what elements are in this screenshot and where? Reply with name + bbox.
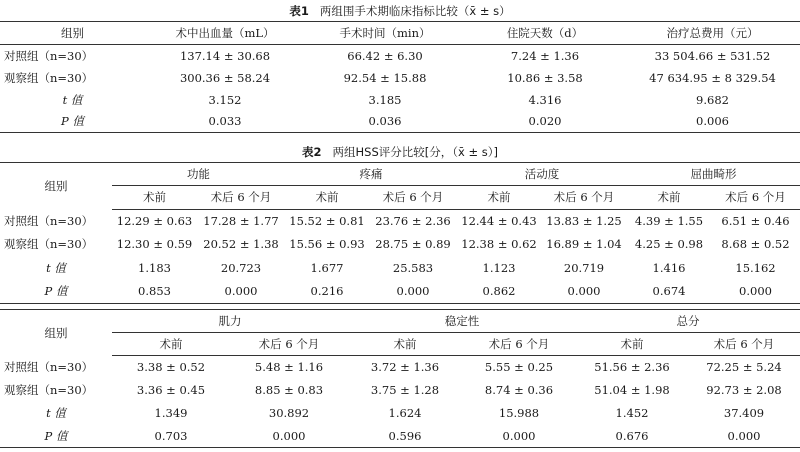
table3-subheader: 术前 [112, 333, 230, 356]
table-cell: 3.72 ± 1.36 [370, 360, 440, 375]
table2-group-header: 组别 [44, 179, 68, 193]
table3-subheader: 术后 6 个月 [688, 333, 800, 356]
table-cell: 0.000 [462, 425, 576, 448]
table-cell: 51.04 ± 1.98 [594, 383, 670, 397]
table-cell: 4.39 ± 1.55 [634, 214, 704, 228]
table-cell: 1.677 [310, 260, 344, 275]
table-cell: 0.853 [112, 280, 197, 304]
table-cell: 20.719 [563, 260, 605, 275]
table2-continued [0, 309, 800, 448]
table-cell: 0.000 [688, 425, 800, 448]
table-cell: 28.75 ± 0.89 [375, 237, 451, 252]
table1-caption-text: 两组围手术期临床指标比较（x̄ ± s） [319, 4, 511, 18]
table-cell: 5.55 ± 0.25 [484, 360, 554, 375]
table1-header: 住院天数（d） [465, 22, 625, 45]
table-row [0, 425, 800, 448]
table-cell: 10.86 ± 3.58 [507, 70, 583, 85]
table-cell: 66.42 ± 6.30 [347, 48, 423, 63]
table1-header: 手术时间（min） [305, 22, 465, 45]
table-row [0, 379, 800, 402]
table-cell: 0.020 [465, 111, 625, 133]
table2-group: 屈曲畸形 [627, 163, 800, 186]
row-label: 观察组（n=30） [4, 70, 94, 85]
table-cell: 17.28 ± 1.77 [203, 214, 279, 228]
table3-group-row [0, 310, 800, 333]
row-label: P 值 [0, 425, 112, 448]
table-cell: 1.183 [138, 260, 171, 275]
table-cell: 3.36 ± 0.45 [136, 383, 206, 397]
table-cell: 0.000 [369, 280, 457, 304]
table1-header: 组别 [0, 22, 145, 45]
table3-group: 稳定性 [348, 310, 576, 333]
row-label: 观察组（n=30） [4, 237, 94, 252]
table-row [0, 233, 800, 257]
table-cell: 0.703 [112, 425, 230, 448]
table3-subheader: 术前 [348, 333, 462, 356]
table-cell: 7.24 ± 1.36 [510, 48, 580, 63]
table-row [0, 45, 800, 67]
table-row [0, 256, 800, 280]
table2-subheader: 术后 6 个月 [541, 186, 627, 210]
row-label: 对照组（n=30） [4, 360, 94, 374]
table-row [0, 89, 800, 111]
table2-group: 疼痛 [285, 163, 457, 186]
row-label: 对照组（n=30） [4, 213, 94, 228]
table-cell: 23.76 ± 2.36 [375, 214, 451, 228]
table-cell: 9.682 [696, 92, 729, 107]
table-cell: 47 634.95 ± 8 329.54 [649, 70, 776, 85]
table-cell: 30.892 [268, 406, 310, 420]
table-row [0, 111, 800, 133]
table-cell: 0.006 [625, 111, 800, 133]
row-label: P 值 [0, 111, 145, 133]
table3-group: 总分 [576, 310, 800, 333]
table-cell: 20.52 ± 1.38 [203, 237, 279, 252]
table2-caption-number: 表2 [302, 145, 322, 159]
table-cell: 0.000 [230, 425, 348, 448]
table-cell: 3.75 ± 1.28 [370, 383, 440, 397]
table-cell: 15.52 ± 0.81 [289, 214, 365, 228]
table-cell: 12.44 ± 0.43 [461, 214, 537, 228]
table2-subheader: 术后 6 个月 [369, 186, 457, 210]
table3-subheader: 术前 [576, 333, 688, 356]
table3-group: 肌力 [112, 310, 348, 333]
table-row [0, 67, 800, 89]
table-cell: 8.68 ± 0.52 [721, 237, 790, 252]
table-cell: 1.349 [154, 406, 188, 420]
table1-header: 治疗总费用（元） [625, 22, 800, 45]
table1-caption-number: 表1 [289, 4, 309, 18]
table-row [0, 280, 800, 304]
row-label: 对照组（n=30） [4, 48, 94, 63]
table-cell: 0.000 [711, 280, 800, 304]
table-cell: 1.452 [615, 406, 649, 420]
table-cell: 137.14 ± 30.68 [179, 48, 271, 63]
row-label: P 值 [0, 280, 112, 304]
table3-subheader-row [0, 333, 800, 356]
table2-subheader: 术后 6 个月 [197, 186, 285, 210]
table2-caption-text: 两组HSS评分比较[分，（x̄ ± s）] [332, 145, 498, 159]
table-cell: 3.185 [368, 92, 402, 107]
table-cell: 6.51 ± 0.46 [721, 214, 790, 228]
table1 [0, 21, 800, 133]
table-cell: 1.624 [388, 406, 422, 420]
table-cell: 0.216 [285, 280, 369, 304]
table-cell: 0.000 [197, 280, 285, 304]
table-cell: 13.83 ± 1.25 [546, 214, 622, 228]
table-cell: 0.596 [348, 425, 462, 448]
table-cell: 0.033 [145, 111, 305, 133]
row-label: t 值 [46, 260, 66, 275]
table-cell: 92.54 ± 15.88 [343, 70, 427, 85]
table-cell: 12.38 ± 0.62 [461, 237, 537, 252]
table2-subheader-row [0, 186, 800, 210]
table-cell: 16.89 ± 1.04 [546, 237, 622, 252]
table2-group: 功能 [112, 163, 285, 186]
table2-caption [0, 144, 800, 160]
table3-subheader: 术后 6 个月 [230, 333, 348, 356]
table-cell: 20.723 [220, 260, 262, 275]
table-cell: 72.25 ± 5.24 [706, 360, 782, 375]
table-row [0, 402, 800, 425]
table3-subheader: 术后 6 个月 [462, 333, 576, 356]
table-cell: 1.416 [652, 260, 686, 275]
table-cell: 5.48 ± 1.16 [254, 360, 324, 375]
table2-subheader: 术前 [112, 186, 197, 210]
table-cell: 300.36 ± 58.24 [179, 70, 271, 85]
table2-group-row [0, 163, 800, 186]
table2-subheader: 术前 [627, 186, 711, 210]
table-cell: 15.56 ± 0.93 [289, 237, 365, 252]
table-cell: 25.583 [392, 260, 434, 275]
row-label: t 值 [46, 406, 66, 420]
table-cell: 0.036 [305, 111, 465, 133]
row-label: 观察组（n=30） [4, 383, 94, 397]
table3-group-header: 组别 [44, 325, 68, 340]
table-cell: 0.676 [576, 425, 688, 448]
table-cell: 12.30 ± 0.59 [116, 237, 193, 252]
table2-subheader: 术前 [457, 186, 541, 210]
table-cell: 0.674 [627, 280, 711, 304]
table-cell: 3.152 [208, 92, 242, 107]
table-cell: 33 504.66 ± 531.52 [654, 48, 771, 63]
table2-subheader: 术后 6 个月 [711, 186, 800, 210]
table-row [0, 356, 800, 379]
table1-header: 术中出血量（mL） [145, 22, 305, 45]
table-cell: 92.73 ± 2.08 [706, 383, 782, 397]
table-cell: 4.316 [528, 92, 562, 107]
table-cell: 37.409 [723, 406, 765, 420]
table-cell: 8.85 ± 0.83 [254, 383, 324, 397]
table2-subheader: 术前 [285, 186, 369, 210]
table-cell: 12.29 ± 0.63 [116, 214, 193, 228]
table1-header-row [0, 22, 800, 45]
table-cell: 15.988 [498, 406, 540, 420]
table-cell: 1.123 [482, 260, 516, 275]
table-cell: 3.38 ± 0.52 [136, 360, 206, 375]
row-label: t 值 [62, 92, 83, 107]
table1-caption [0, 3, 800, 19]
table2 [0, 162, 800, 304]
table-row [0, 209, 800, 233]
table-cell: 15.162 [735, 260, 776, 275]
table-cell: 51.56 ± 2.36 [594, 360, 670, 375]
table-cell: 8.74 ± 0.36 [484, 383, 554, 397]
table-cell: 0.862 [457, 280, 541, 304]
table2-group: 活动度 [457, 163, 627, 186]
table-cell: 4.25 ± 0.98 [634, 237, 704, 252]
table-cell: 0.000 [541, 280, 627, 304]
